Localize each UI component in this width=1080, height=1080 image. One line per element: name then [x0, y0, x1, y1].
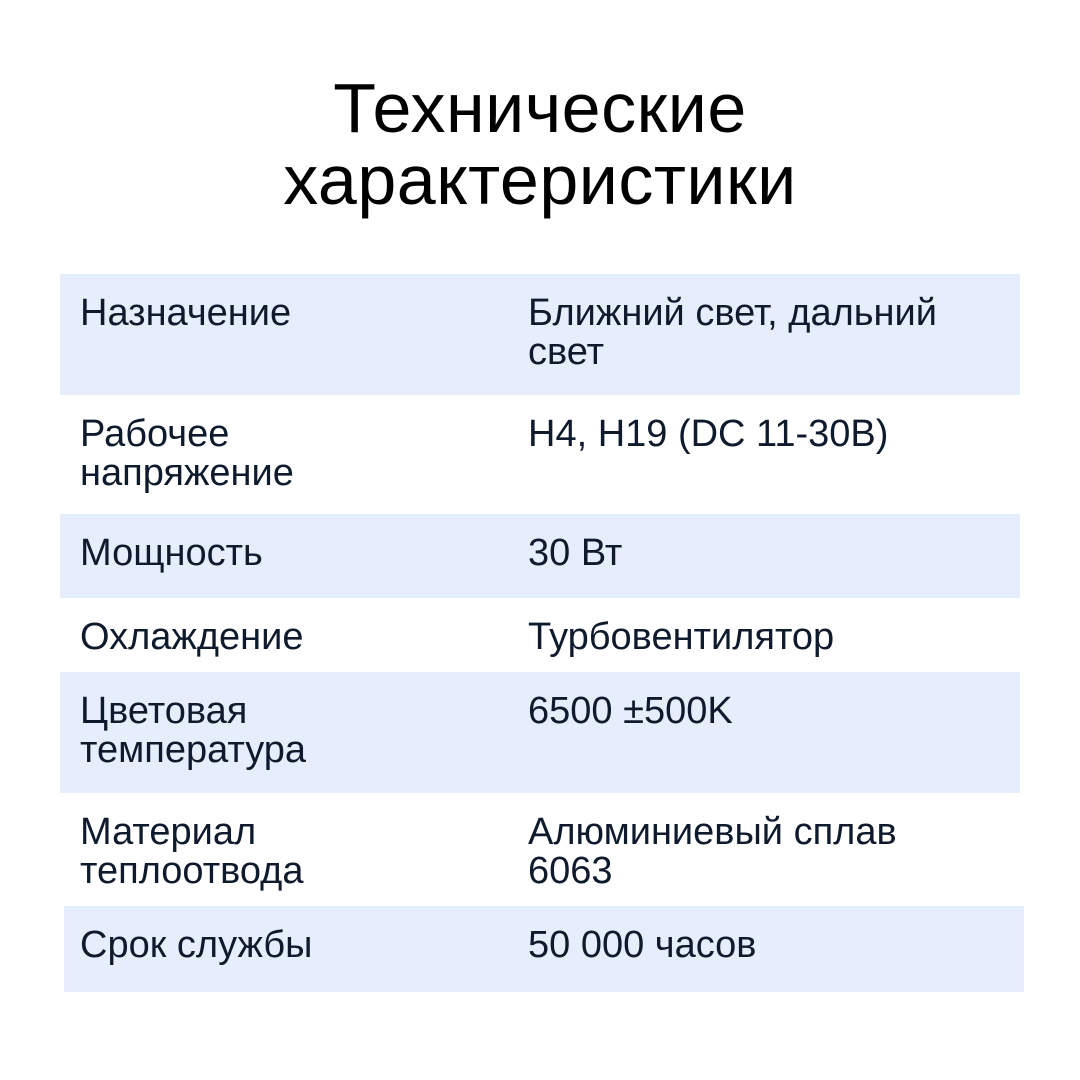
spec-row-cooling — [60, 598, 1020, 672]
page-title-line-2: характеристики — [283, 141, 797, 219]
spec-value: 50 000 часов — [528, 924, 757, 966]
spec-label: Мощность — [80, 532, 263, 574]
page-title — [0, 69, 1080, 219]
spec-label — [80, 811, 528, 892]
spec-value-line: Ближний свет, дальний — [528, 292, 937, 334]
spec-value-line: свет — [528, 331, 605, 373]
spec-value — [528, 811, 1000, 892]
spec-label — [80, 692, 528, 773]
spec-value-line: 6063 — [528, 850, 613, 892]
spec-label-line: теплоотвода — [80, 850, 304, 892]
page-title-line-1: Технические — [333, 69, 747, 147]
spec-row-power — [60, 514, 1020, 598]
spec-label: Срок службы — [80, 924, 313, 966]
spec-label-line: Рабочее — [80, 413, 230, 455]
spec-label-line: напряжение — [80, 452, 294, 494]
spec-value: 30 Вт — [528, 532, 623, 574]
spec-label: Назначение — [80, 292, 292, 334]
spec-row-heatsink-material — [60, 793, 1020, 906]
spec-label — [80, 415, 528, 494]
spec-row-color-temperature — [60, 672, 1020, 793]
spec-label-line: Цветовая — [80, 690, 248, 732]
spec-value: 6500 ±500K — [528, 690, 733, 732]
spec-value: Турбовентилятор — [528, 616, 835, 658]
spec-label-line: Материал — [80, 811, 257, 853]
spec-value-line: Алюминиевый сплав — [528, 811, 897, 853]
spec-value — [528, 294, 1000, 375]
spec-row-service-life — [64, 906, 1024, 992]
spec-label-line: температура — [80, 729, 307, 771]
spec-row-voltage — [60, 395, 1020, 514]
spec-value: H4, H19 (DC 11-30В) — [528, 413, 889, 455]
spec-row-purpose — [60, 274, 1020, 395]
specs-table — [60, 274, 1020, 992]
spec-label: Охлаждение — [80, 616, 304, 658]
